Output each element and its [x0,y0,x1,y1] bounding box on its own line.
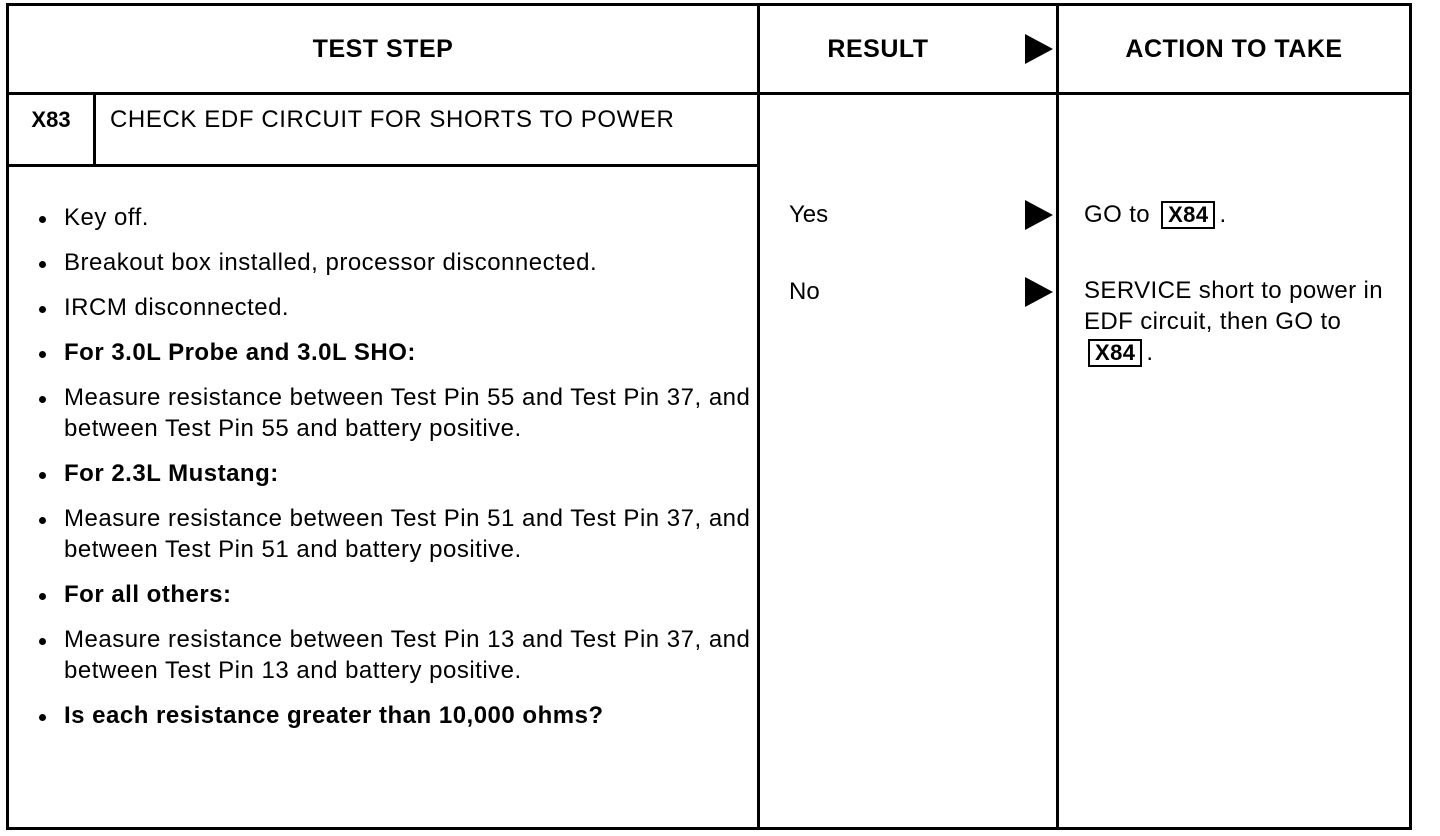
step-item-heading: For all others: [31,579,751,610]
action-yes-text: GO to [1084,201,1151,228]
action-yes-period: . [1219,201,1227,228]
result-no-arrow-icon [1025,277,1053,307]
result-yes-arrow-icon [1025,200,1053,230]
action-no-period: . [1146,339,1154,366]
step-item: IRCM disconnected. [31,292,751,323]
step-number: X83 [31,107,71,132]
result-no: No [789,278,820,305]
header-test-step: TEST STEP [312,34,454,63]
header-action: ACTION TO TAKE [1125,34,1343,63]
result-yes: Yes [789,201,829,228]
step-list [31,202,751,745]
diagnostic-table [6,3,1412,830]
action-yes [1084,199,1384,230]
action-no-text: SERVICE short to power in EDF circuit, then GO to [1084,277,1384,335]
step-item-heading: For 3.0L Probe and 3.0L SHO: [31,337,751,368]
step-item-question: Is each resistance greater than 10,000 ohms? [31,700,751,731]
column-divider [1056,6,1059,827]
step-title-divider [9,164,757,167]
action-no [1084,275,1384,368]
step-reference-link[interactable]: X84 [1161,201,1215,229]
header-result: RESULT [827,34,929,63]
step-item-heading: For 2.3L Mustang: [31,458,751,489]
step-item: Key off. [31,202,751,233]
step-title: CHECK EDF CIRCUIT FOR SHORTS TO POWER [110,106,675,133]
step-item: Measure resistance between Test Pin 13 and Test Pin 37, and between Test Pin 13 and battery positive. [31,624,751,686]
step-number-divider [93,95,96,164]
step-item: Measure resistance between Test Pin 55 and Test Pin 37, and between Test Pin 55 and battery positive. [31,382,751,444]
step-item: Measure resistance between Test Pin 51 and Test Pin 37, and between Test Pin 51 and battery positive. [31,503,751,565]
column-divider [757,6,760,827]
step-reference-link[interactable]: X84 [1088,339,1142,367]
step-item: Breakout box installed, processor disconnected. [31,247,751,278]
header-arrow-icon [1025,34,1053,64]
header-divider [9,92,1409,95]
